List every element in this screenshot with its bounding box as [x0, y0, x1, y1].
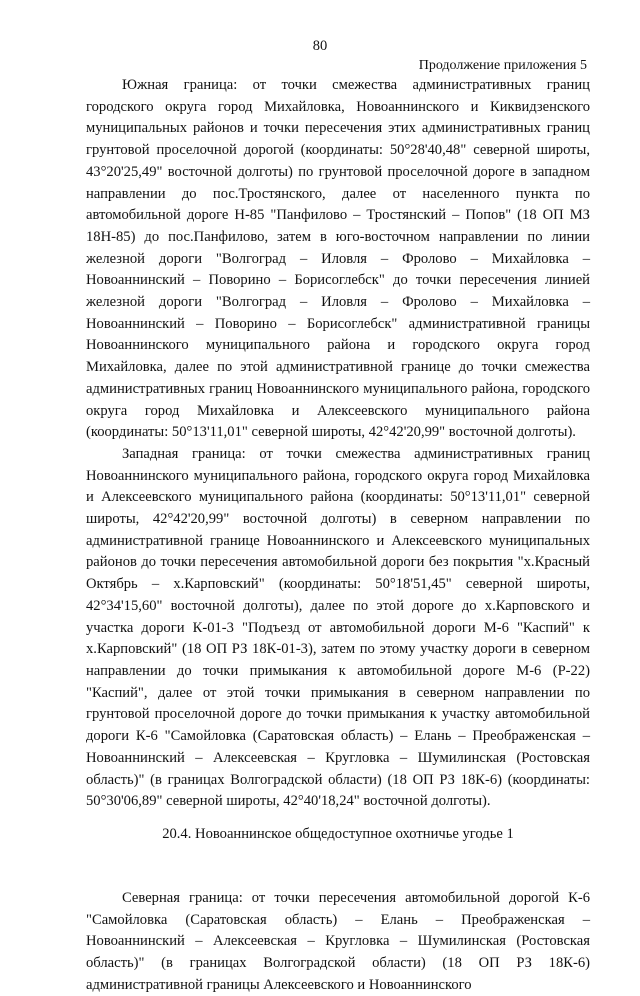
appendix-continuation-note: Продолжение приложения 5 — [418, 58, 587, 73]
west-border-paragraph: Западная граница: от точки смежества административных границ Новоаннинского муниципального района, городского округа город Михайловка и Алексеевского муниципального района (координаты: 50°13'11,01" северной широты, 42°42'20,99" восточной долготы) в северном направлении по административной границе Новоаннинского и Алексеевского муниципальных районов до точки пересечения автомобильной дороги без покрытия "х.Красный Октябрь – х.Карповский" (координаты: 50°18'51,45" северной широты, 42°34'15,60" восточной долготы), далее по этой дороге до х.Карповского и участка дороги К-01-3 "Подъезд от автомобильной дороги М-6 "Каспий" к х.Карповский" (18 ОП РЗ 18К-01-3), затем по этому участку дороги в северном направлении до точки примыкания к автомобильной дороге М-6 (Р-22) "Каспий", далее от этой точки примыкания в северном направлении по грунтовой проселочной дороге до точки примыкания к участку автомобильной дороги К-6 "Самойловка (Саратовская область) – Елань – Преображенская – Новоаннинский – Алексеевская – Кругловка – Шумилинская (Ростовская область)" (в границах Волгоградской области) (18 ОП РЗ 18К-6) (координаты: 50°30'06,89" северной широты, 42°40'18,24" восточной долготы). — [86, 445, 590, 810]
south-border-paragraph: Южная граница: от точки смежества административных границ городского округа город Михайловка, Новоаннинского и Киквидзенского муниципальных районов и точки пересечения этих административных границ грунтовой проселочной дорогой (координаты: 50°28'40,48" северной широты, 43°20'25,49" восточной долготы) по грунтовой проселочной дороге в западном направлении до пос.Тростянского, далее от населенного пункта по автомобильной дороге Н-85 "Панфилово – Тростянский – Попов" (18 ОП МЗ 18Н-85) до пос.Панфилово, затем в юго-восточном направлении по линии железной дороги "Волгоград – Иловля – Фролово – Михайловка – Новоаннинский – Поворино – Борисоглебск" до точки пересечения линией железной дороги "Волгоград – Иловля – Фролово – Михайловка – Новоаннинский – Поворино – Борисоглебск" административной границы Новоаннинского муниципального района и городского округа город Михайловка, далее по этой административной границе до точки смежества административных границ Новоаннинского муниципального района, городского округа город Михайловка и Алексеевского муниципального района (координаты: 50°13'11,01" северной широты, 42°42'20,99" восточной долготы). — [86, 77, 590, 441]
document-body — [86, 75, 590, 996]
page-number: 80 — [312, 38, 328, 54]
north-border-paragraph: Северная граница: от точки пересечения автомобильной дорогой К-6 "Самойловка (Саратовская область) – Елань – Преображенская – Новоаннинский – Алексеевская – Кругловка – Шумилинская (Ростовская область)" (в границах Волгоградской области) (18 ОП РЗ 18К-6) административной границы Алексеевского и Новоаннинского — [86, 889, 590, 993]
section-heading: 20.4. Новоаннинское общедоступное охотничье угодье 1 — [162, 825, 514, 842]
